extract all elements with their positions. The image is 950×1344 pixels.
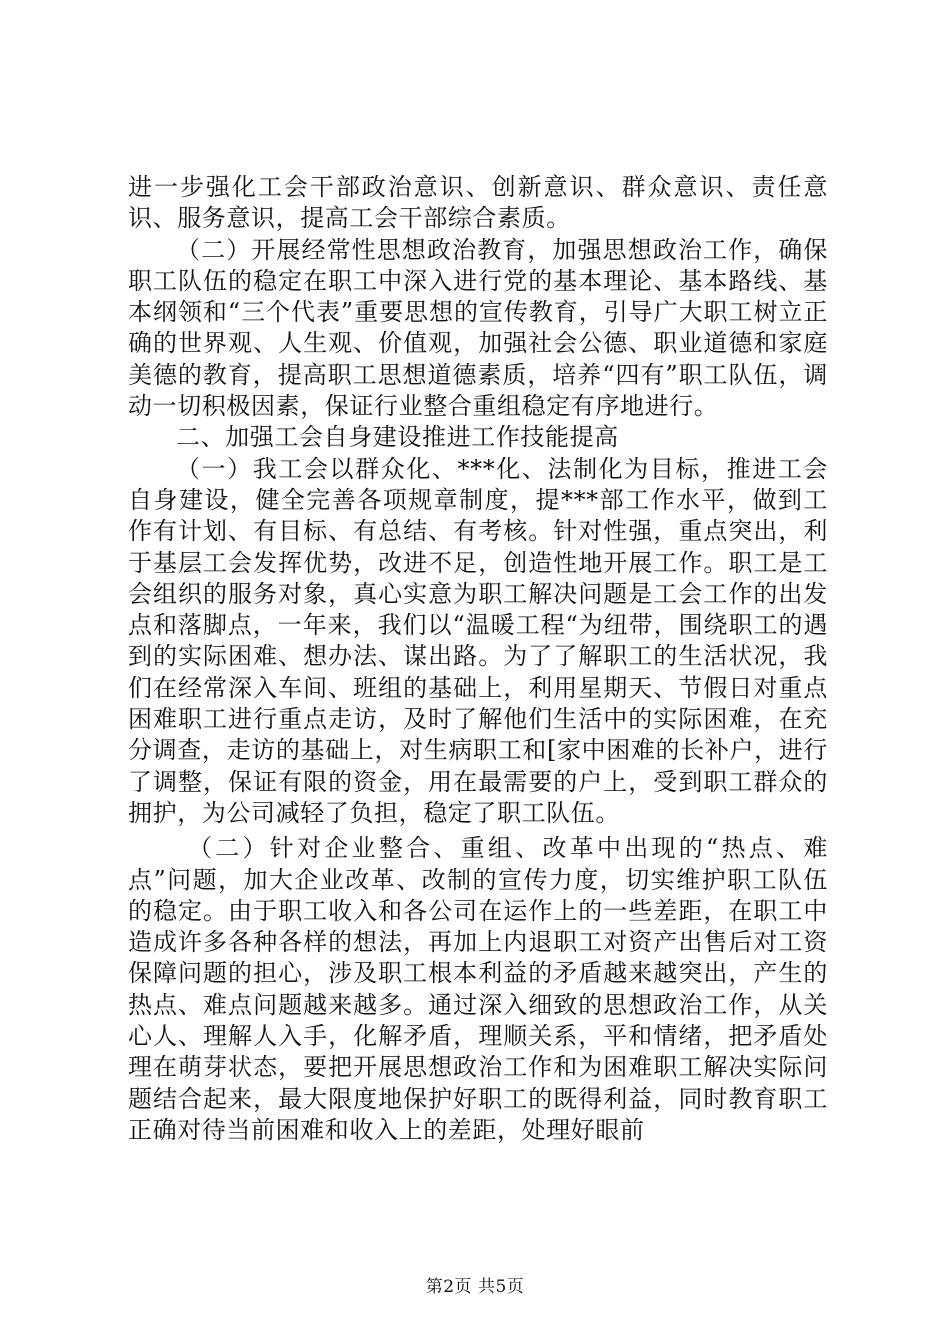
section-heading-2: 二、加强工会自身建设推进工作技能提高 [176,423,619,452]
paragraph-section-1-2: （二）开展经常性思想政治教育，加强思想政治工作，确保职工队伍的稳定在职工中深入进行党的基本理论、基本路线、基本纲领和“三个代表”重要思想的宣传教育，引导广大职工树立正确的世界观、人生观、价值观，加强社会公德、职业道德和家庭美德的教育，提高职工思想道德素质，培养“四有”职工队伍，调动一切积极因素，保证行业整合重组稳定有序地进行。 [128,235,828,421]
page-footer: 第2页 共5页 [425,1277,525,1297]
paragraph-section-2-2: （二）针对企业整合、重组、改革中出现的“热点、难点”问题，加大企业改革、改制的宣传力度，切实维护职工队伍的稳定。由于职工收入和各公司在运作上的一些差距，在职工中造成许多各种各样的想法，再加上内退职工对资产出售后对工资保障问题的担心，涉及职工根本利益的矛盾越来越突出，产生的热点、难点问题越来越多。通过深入细致的思想政治工作，从关心人、理解人入手，化解矛盾，理顺关系，平和情绪，把矛盾处理在萌芽状态，要把开展思想政治工作和为困难职工解决实际问题结合起来，最大限度地保护好职工的既得利益，同时教育职工正确对待当前困难和收入上的差距，处理好眼前 [128,834,828,1144]
paragraph-continuation: 进一步强化工会干部政治意识、创新意识、群众意识、责任意识、服务意识，提高工会干部综合素质。 [128,173,828,233]
document-body [128,172,828,1146]
paragraph-section-2-1: （一）我工会以群众化、***化、法制化为目标，推进工会自身建设，健全完善各项规章制度，提***部工作水平，做到工作有计划、有目标、有总结、有考核。针对性强，重点突出，利于基层工会发挥优势，改进不足，创造性地开展工作。职工是工会组织的服务对象，真心实意为职工解决问题是工会工作的出发点和落脚点，一年来，我们以“温暖工程“为纽带，围绕职工的遇到的实际困难、想办法、谋出路。为了了解职工的生活状况，我们在经常深入车间、班组的基础上，利用星期天、节假日对重点困难职工进行重点走访，及时了解他们生活中的实际困难，在充分调查，走访的基础上，对生病职工和[家中困难的长补户，进行了调整，保证有限的资金，用在最需要的户上，受到职工群众的拥护，为公司减轻了负担，稳定了职工队伍。 [128,454,828,827]
